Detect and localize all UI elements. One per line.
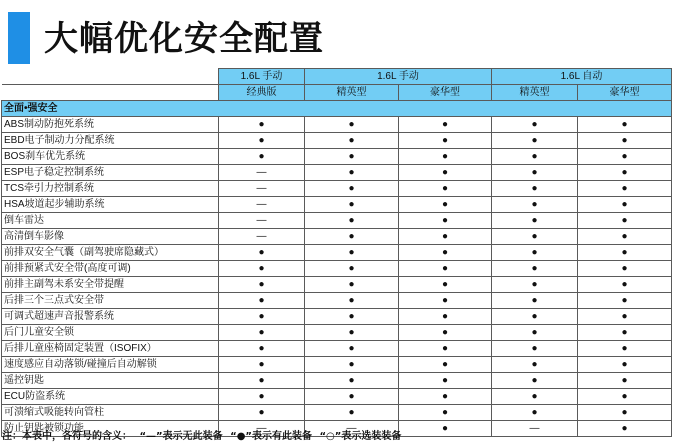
- equipment-mark: ●: [399, 309, 492, 325]
- table-row: [2, 293, 672, 309]
- feature-name: ABS制动防抱死系统: [2, 117, 219, 133]
- equipment-mark: ●: [578, 229, 672, 245]
- table-row: [2, 261, 672, 277]
- equipment-mark: ●: [578, 357, 672, 373]
- equipment-mark: ●: [305, 133, 399, 149]
- equipment-mark: ●: [219, 405, 305, 421]
- equipment-mark: ●: [578, 325, 672, 341]
- equipment-mark: —: [219, 165, 305, 181]
- feature-name: TCS牵引力控制系统: [2, 181, 219, 197]
- equipment-mark: ●: [219, 389, 305, 405]
- equipment-mark: ●: [578, 293, 672, 309]
- section-row: [2, 101, 672, 117]
- table-row: [2, 373, 672, 389]
- equipment-mark: ●: [492, 373, 578, 389]
- footnote-item: “●”表示有此装备: [230, 431, 312, 442]
- trim-header: 豪华型: [578, 85, 672, 101]
- equipment-mark: ●: [219, 277, 305, 293]
- equipment-mark: ●: [578, 181, 672, 197]
- equipment-mark: ●: [492, 149, 578, 165]
- equipment-mark: ●: [399, 261, 492, 277]
- equipment-mark: ●: [219, 325, 305, 341]
- equipment-mark: ●: [578, 341, 672, 357]
- equipment-mark: ●: [219, 373, 305, 389]
- equipment-mark: ●: [305, 213, 399, 229]
- equipment-mark: ●: [305, 245, 399, 261]
- equipment-mark: ●: [578, 165, 672, 181]
- table-row: [2, 341, 672, 357]
- equipment-mark: ●: [219, 245, 305, 261]
- table-row: [2, 405, 672, 421]
- feature-name: 可调式超速声音报警系统: [2, 309, 219, 325]
- equipment-mark: ●: [399, 165, 492, 181]
- equipment-mark: ●: [399, 229, 492, 245]
- equipment-mark: ●: [578, 389, 672, 405]
- equipment-mark: ●: [578, 213, 672, 229]
- footnote-prefix: 注：本表中，各符号的含义：: [2, 431, 132, 442]
- table-row: [2, 245, 672, 261]
- footnote: [2, 427, 405, 442]
- feature-name: BOS刹车优先系统: [2, 149, 219, 165]
- equipment-mark: ●: [399, 245, 492, 261]
- equipment-mark: ●: [492, 213, 578, 229]
- title-accent-bar: [8, 12, 30, 64]
- equipment-mark: ●: [399, 325, 492, 341]
- feature-name: 速度感应自动落锁/碰撞后自动解锁: [2, 357, 219, 373]
- group-header: 1.6L 手动: [219, 69, 305, 85]
- feature-name: HSA坡道起步辅助系统: [2, 197, 219, 213]
- equipment-mark: ●: [578, 421, 672, 437]
- feature-name: 前排主副驾未系安全带提醒: [2, 277, 219, 293]
- trim-header: 精英型: [492, 85, 578, 101]
- table-row: [2, 197, 672, 213]
- equipment-mark: ●: [219, 293, 305, 309]
- table-row: [2, 277, 672, 293]
- equipment-mark: —: [219, 197, 305, 213]
- feature-name: EBD电子制动力分配系统: [2, 133, 219, 149]
- feature-name: 高清倒车影像: [2, 229, 219, 245]
- equipment-mark: ●: [578, 117, 672, 133]
- equipment-mark: ●: [305, 229, 399, 245]
- equipment-mark: ●: [492, 357, 578, 373]
- equipment-mark: —: [219, 213, 305, 229]
- table-row: [2, 229, 672, 245]
- spec-table: [1, 68, 672, 437]
- equipment-mark: ●: [578, 245, 672, 261]
- feature-name: 前排双安全气囊（副驾驶席隐藏式）: [2, 245, 219, 261]
- equipment-mark: ●: [399, 389, 492, 405]
- equipment-mark: ●: [305, 325, 399, 341]
- table-row: [2, 133, 672, 149]
- equipment-mark: ●: [219, 261, 305, 277]
- group-header-row: [2, 69, 672, 85]
- equipment-mark: ●: [578, 133, 672, 149]
- section-title: 全面•强安全: [2, 101, 672, 117]
- equipment-mark: —: [219, 181, 305, 197]
- trim-header: 豪华型: [399, 85, 492, 101]
- equipment-mark: ●: [305, 261, 399, 277]
- feature-name: 前排预紧式安全带(高度可调): [2, 261, 219, 277]
- table-row: [2, 325, 672, 341]
- equipment-mark: ●: [578, 405, 672, 421]
- table-row: [2, 165, 672, 181]
- table-row: [2, 181, 672, 197]
- equipment-mark: ●: [492, 261, 578, 277]
- page-title: 大幅优化安全配置: [44, 19, 324, 59]
- equipment-mark: ●: [219, 341, 305, 357]
- equipment-mark: ●: [399, 149, 492, 165]
- equipment-mark: ●: [219, 357, 305, 373]
- trim-header: 经典版: [219, 85, 305, 101]
- equipment-mark: ●: [492, 389, 578, 405]
- feature-name: ESP电子稳定控制系统: [2, 165, 219, 181]
- equipment-mark: ●: [305, 373, 399, 389]
- equipment-mark: ●: [399, 341, 492, 357]
- equipment-mark: —: [219, 229, 305, 245]
- equipment-mark: ●: [399, 373, 492, 389]
- equipment-mark: ●: [399, 357, 492, 373]
- feature-name: ECU防盗系统: [2, 389, 219, 405]
- equipment-mark: ●: [305, 309, 399, 325]
- equipment-mark: —: [305, 421, 399, 437]
- equipment-mark: ●: [399, 197, 492, 213]
- feature-name: 遥控钥匙: [2, 373, 219, 389]
- equipment-mark: ●: [492, 325, 578, 341]
- equipment-mark: ●: [219, 149, 305, 165]
- equipment-mark: ●: [305, 357, 399, 373]
- equipment-mark: —: [492, 421, 578, 437]
- equipment-mark: ●: [305, 197, 399, 213]
- equipment-mark: ●: [399, 213, 492, 229]
- equipment-mark: ●: [578, 261, 672, 277]
- equipment-mark: ●: [492, 117, 578, 133]
- table-row: [2, 309, 672, 325]
- equipment-mark: ●: [399, 277, 492, 293]
- equipment-mark: ●: [305, 117, 399, 133]
- table-row: [2, 149, 672, 165]
- equipment-mark: ●: [492, 165, 578, 181]
- footnote-item: “—”表示无此装备: [139, 431, 223, 442]
- equipment-mark: ●: [305, 293, 399, 309]
- equipment-mark: ●: [219, 133, 305, 149]
- equipment-mark: ●: [492, 197, 578, 213]
- feature-name: 倒车雷达: [2, 213, 219, 229]
- equipment-mark: ●: [492, 309, 578, 325]
- equipment-mark: ●: [492, 133, 578, 149]
- trim-header: 精英型: [305, 85, 399, 101]
- equipment-mark: ●: [305, 165, 399, 181]
- equipment-mark: ●: [399, 181, 492, 197]
- feature-name: 防止钥匙被锁功能: [2, 421, 219, 437]
- equipment-mark: ●: [305, 341, 399, 357]
- equipment-mark: ●: [399, 117, 492, 133]
- equipment-mark: —: [219, 421, 305, 437]
- trim-header-row: [2, 85, 672, 101]
- equipment-mark: ●: [305, 149, 399, 165]
- equipment-mark: ●: [578, 197, 672, 213]
- equipment-mark: ●: [492, 245, 578, 261]
- group-header: 1.6L 手动: [305, 69, 492, 85]
- equipment-mark: ●: [305, 389, 399, 405]
- equipment-mark: ●: [492, 405, 578, 421]
- equipment-mark: ●: [399, 405, 492, 421]
- equipment-mark: ●: [219, 309, 305, 325]
- equipment-mark: ●: [578, 373, 672, 389]
- table-row: [2, 389, 672, 405]
- equipment-mark: ●: [492, 277, 578, 293]
- table-row: [2, 117, 672, 133]
- equipment-mark: ●: [492, 229, 578, 245]
- equipment-mark: ●: [399, 133, 492, 149]
- feature-name: 后门儿童安全锁: [2, 325, 219, 341]
- equipment-mark: ●: [305, 277, 399, 293]
- equipment-mark: ●: [399, 293, 492, 309]
- group-header: 1.6L 自动: [492, 69, 672, 85]
- footnote-item: “○”表示选装装备: [319, 431, 402, 442]
- equipment-mark: ●: [305, 405, 399, 421]
- equipment-mark: ●: [578, 277, 672, 293]
- equipment-mark: ●: [578, 309, 672, 325]
- feature-name: 后排三个三点式安全带: [2, 293, 219, 309]
- table-row: [2, 213, 672, 229]
- feature-name: 后排儿童座椅固定装置（ISOFIX）: [2, 341, 219, 357]
- table-row: [2, 357, 672, 373]
- equipment-mark: ●: [578, 149, 672, 165]
- equipment-mark: ●: [492, 341, 578, 357]
- equipment-mark: ●: [492, 181, 578, 197]
- equipment-mark: ●: [399, 421, 492, 437]
- equipment-mark: ●: [219, 117, 305, 133]
- feature-name: 可溃缩式吸能转向管柱: [2, 405, 219, 421]
- equipment-mark: ●: [305, 181, 399, 197]
- equipment-mark: ●: [492, 293, 578, 309]
